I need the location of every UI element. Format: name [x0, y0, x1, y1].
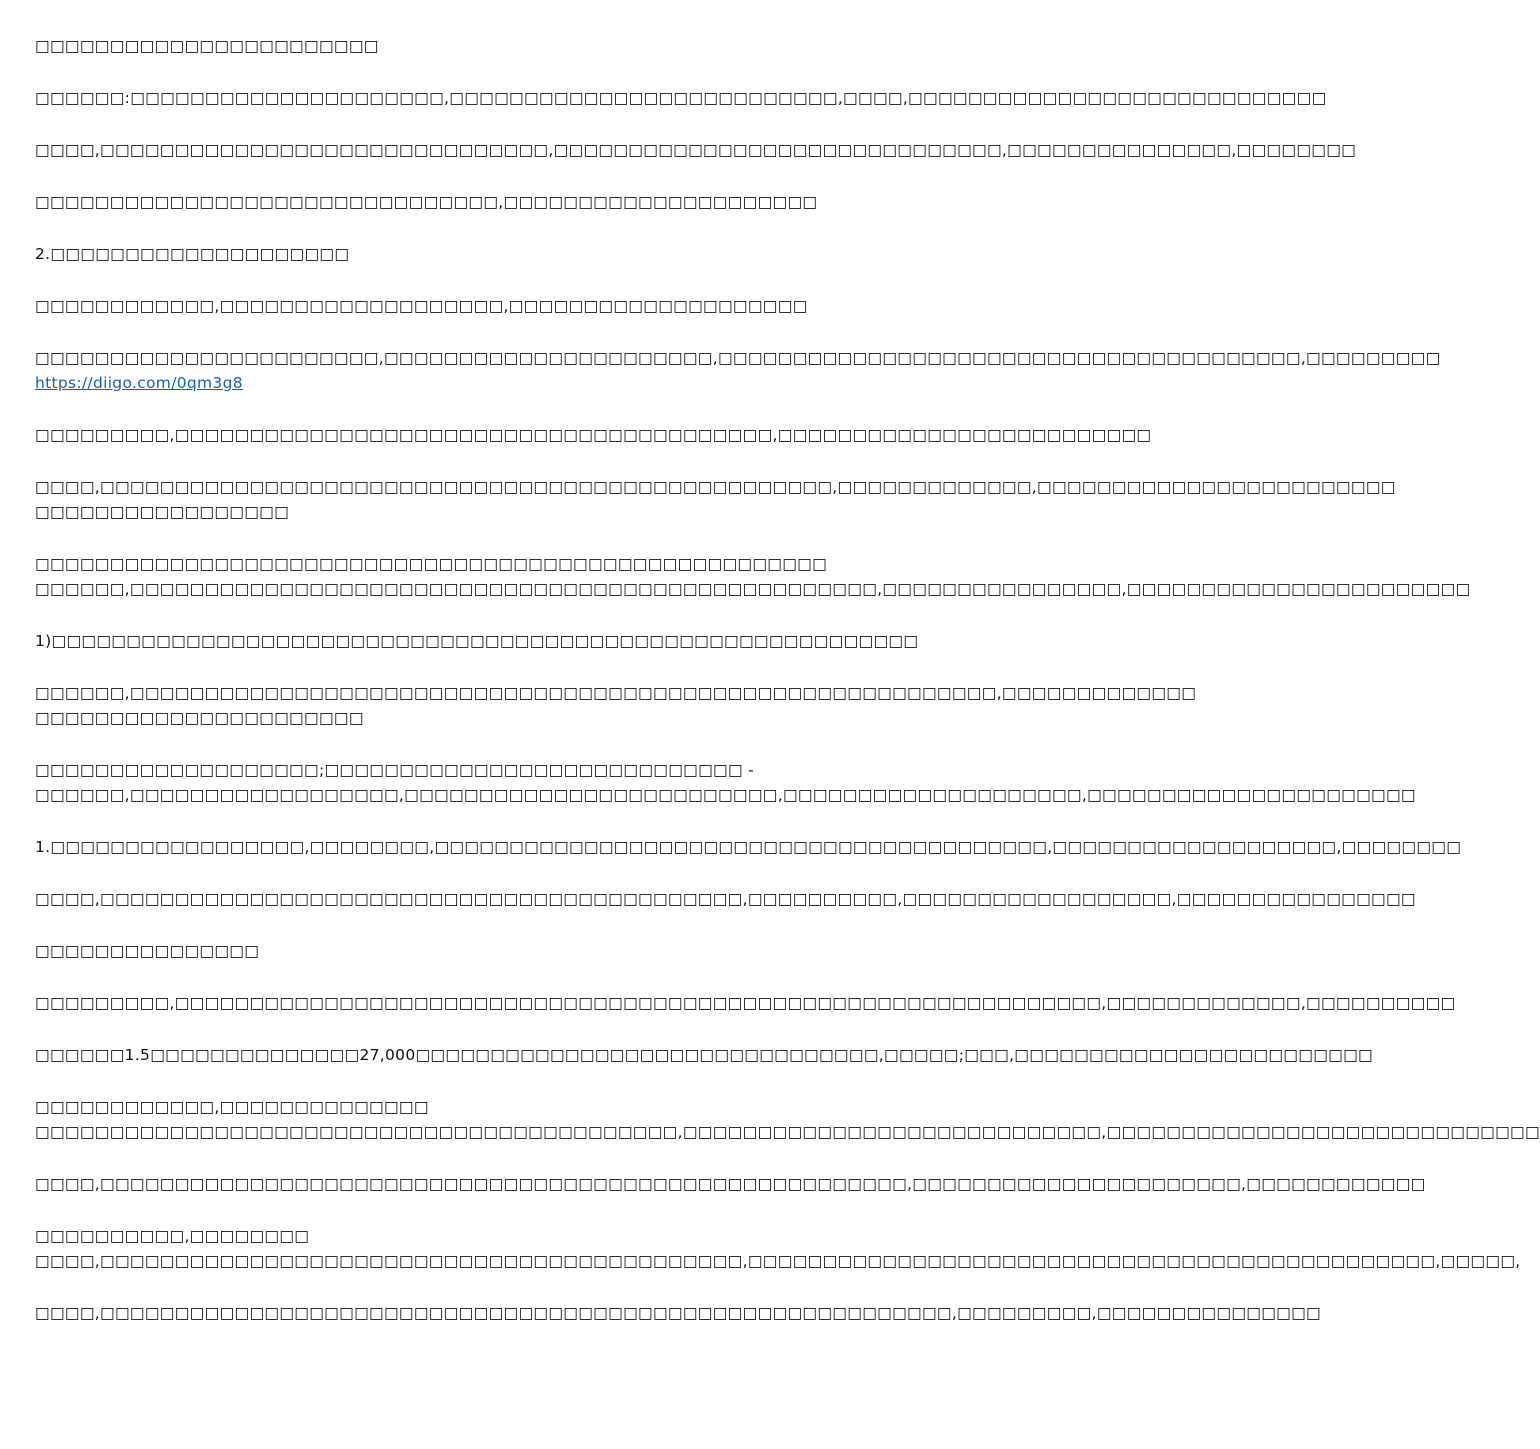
- section-heading-2: 2.□□□□□□□□□□□□□□□□□□□□: [35, 245, 350, 263]
- paragraph-10-line-1: □□□□□□□□□□□□□□□□□□□□□□□□□□□□□□□□□□□□□□□□□□□□□□□□□□□□□: [35, 555, 828, 573]
- paragraph-12-line-1: □□□□□□,□□□□□□□□□□□□□□□□□□□□□□□□□□□□□□□□□□□□□□□□□□□□□□□□□□□□□□□□□□,□□□□□□□□□□□□□: [35, 684, 1197, 702]
- document-page: [35, 34, 1540, 1353]
- paragraph-19: [35, 1095, 1540, 1145]
- paragraph-13-line-2: □□□□□□,□□□□□□□□□□□□□□□□□□,□□□□□□□□□□□□□□□□□□□□□□□□□,□□□□□□□□□□□□□□□□□□□□,□□□□□□□□□□□□□□□□□□□□□□: [35, 786, 1416, 804]
- paragraph-6: □□□□□□□□□□□□,□□□□□□□□□□□□□□□□□□□,□□□□□□□□□□□□□□□□□□□□: [35, 297, 808, 315]
- paragraph-10: [35, 552, 1471, 602]
- paragraph-2: □□□□□□:□□□□□□□□□□□□□□□□□□□□□,□□□□□□□□□□□□□□□□□□□□□□□□□□,□□□□,□□□□□□□□□□□□□□□□□□□□□□□□□□□□: [35, 89, 1327, 107]
- paragraph-9: [35, 475, 1396, 525]
- paragraph-15: □□□□,□□□□□□□□□□□□□□□□□□□□□□□□□□□□□□□□□□□□□□□□□□□,□□□□□□□□□□,□□□□□□□□□□□□□□□□□□,□□□□□□□□□□□□□□□□: [35, 890, 1416, 908]
- list-item-1: 1)□□□□□□□□□□□□□□□□□□□□□□□□□□□□□□□□□□□□□□□□□□□□□□□□□□□□□□□□□□: [35, 632, 919, 650]
- diigo-link[interactable]: https://diigo.com/0qm3g8: [35, 374, 243, 392]
- paragraph-16: □□□□□□□□□□□□□□□: [35, 942, 260, 960]
- paragraph-12-line-2: □□□□□□□□□□□□□□□□□□□□□□: [35, 709, 364, 727]
- paragraph-9-line-1: □□□□,□□□□□□□□□□□□□□□□□□□□□□□□□□□□□□□□□□□□□□□□□□□□□□□□□,□□□□□□□□□□□□□,□□□□□□□□□□□□□□□□□□□□□□□□: [35, 478, 1396, 496]
- paragraph-10-line-2: □□□□□□,□□□□□□□□□□□□□□□□□□□□□□□□□□□□□□□□□□□□□□□□□□□□□□□□□□,□□□□□□□□□□□□□□□□,□□□□□□□□□□□□□□□□□□□□□□□: [35, 580, 1471, 598]
- paragraph-3: □□□□,□□□□□□□□□□□□□□□□□□□□□□□□□□□□□□,□□□□□□□□□□□□□□□□□□□□□□□□□□□□□□,□□□□□□□□□□□□□□□,□□□□□□□□: [35, 141, 1357, 159]
- paragraph-17: □□□□□□□□□,□□□□□□□□□□□□□□□□□□□□□□□□□□□□□□□□□□□□□□□□□□□□□□□□□□□□□□□□□□□□□□,□□□□□□□□□□□□□,□□□□□□□□□□: [35, 994, 1456, 1012]
- paragraph-12: [35, 681, 1197, 731]
- paragraph-21-line-1: □□□□□□□□□□,□□□□□□□□: [35, 1227, 310, 1245]
- paragraph-21: [35, 1224, 1521, 1274]
- paragraph-1: □□□□□□□□□□□□□□□□□□□□□□□: [35, 37, 379, 55]
- paragraph-19-line-1: □□□□□□□□□□□□,□□□□□□□□□□□□□□: [35, 1098, 429, 1116]
- paragraph-4: □□□□□□□□□□□□□□□□□□□□□□□□□□□□□□□,□□□□□□□□□□□□□□□□□□□□□: [35, 193, 818, 211]
- paragraph-7-line-1: □□□□□□□□□□□□□□□□□□□□□□□,□□□□□□□□□□□□□□□□□□□□□□,□□□□□□□□□□□□□□□□□□□□□□□□□□□□□□□□□□□□□□□,□□□□□□□□□: [35, 349, 1441, 367]
- paragraph-19-line-2: □□□□□□□□□□□□□□□□□□□□□□□□□□□□□□□□□□□□□□□□□□□,□□□□□□□□□□□□□□□□□□□□□□□□□□□□,□□□□□□□□□□□□□□□□□□□□□□□□□□□□□: [35, 1123, 1540, 1141]
- paragraph-21-line-2: □□□□,□□□□□□□□□□□□□□□□□□□□□□□□□□□□□□□□□□□□□□□□□□□,□□□□□□□□□□□□□□□□□□□□□□□□□□□□□□□□□□□□□□□□□□□□□□,□□□□□,: [35, 1252, 1521, 1270]
- paragraph-8: □□□□□□□□□,□□□□□□□□□□□□□□□□□□□□□□□□□□□□□□□□□□□□□□□□,□□□□□□□□□□□□□□□□□□□□□□□□□: [35, 426, 1152, 444]
- paragraph-20: □□□□,□□□□□□□□□□□□□□□□□□□□□□□□□□□□□□□□□□□□□□□□□□□□□□□□□□□□□□,□□□□□□□□□□□□□□□□□□□□□□,□□□□□□□□□□□□: [35, 1175, 1426, 1193]
- paragraph-13: [35, 758, 1416, 808]
- numbered-item-1: 1.□□□□□□□□□□□□□□□□□,□□□□□□□□,□□□□□□□□□□□□□□□□□□□□□□□□□□□□□□□□□□□□□□□□□,□□□□□□□□□□□□□□□□□□□,□□□□□□□□: [35, 838, 1462, 856]
- paragraph-18: □□□□□□1.5□□□□□□□□□□□□□□27,000□□□□□□□□□□□□□□□□□□□□□□□□□□□□□□□,□□□□□;□□□,□□□□□□□□□□□□□□□□□□□□□□□□: [35, 1046, 1373, 1064]
- paragraph-13-line-1: □□□□□□□□□□□□□□□□□□□;□□□□□□□□□□□□□□□□□□□□□□□□□□□□ -: [35, 761, 755, 779]
- paragraph-9-line-2: □□□□□□□□□□□□□□□□□: [35, 503, 290, 521]
- paragraph-7: [35, 346, 1441, 396]
- paragraph-22: □□□□,□□□□□□□□□□□□□□□□□□□□□□□□□□□□□□□□□□□□□□□□□□□□□□□□□□□□□□□□□,□□□□□□□□□,□□□□□□□□□□□□□□□: [35, 1304, 1321, 1322]
